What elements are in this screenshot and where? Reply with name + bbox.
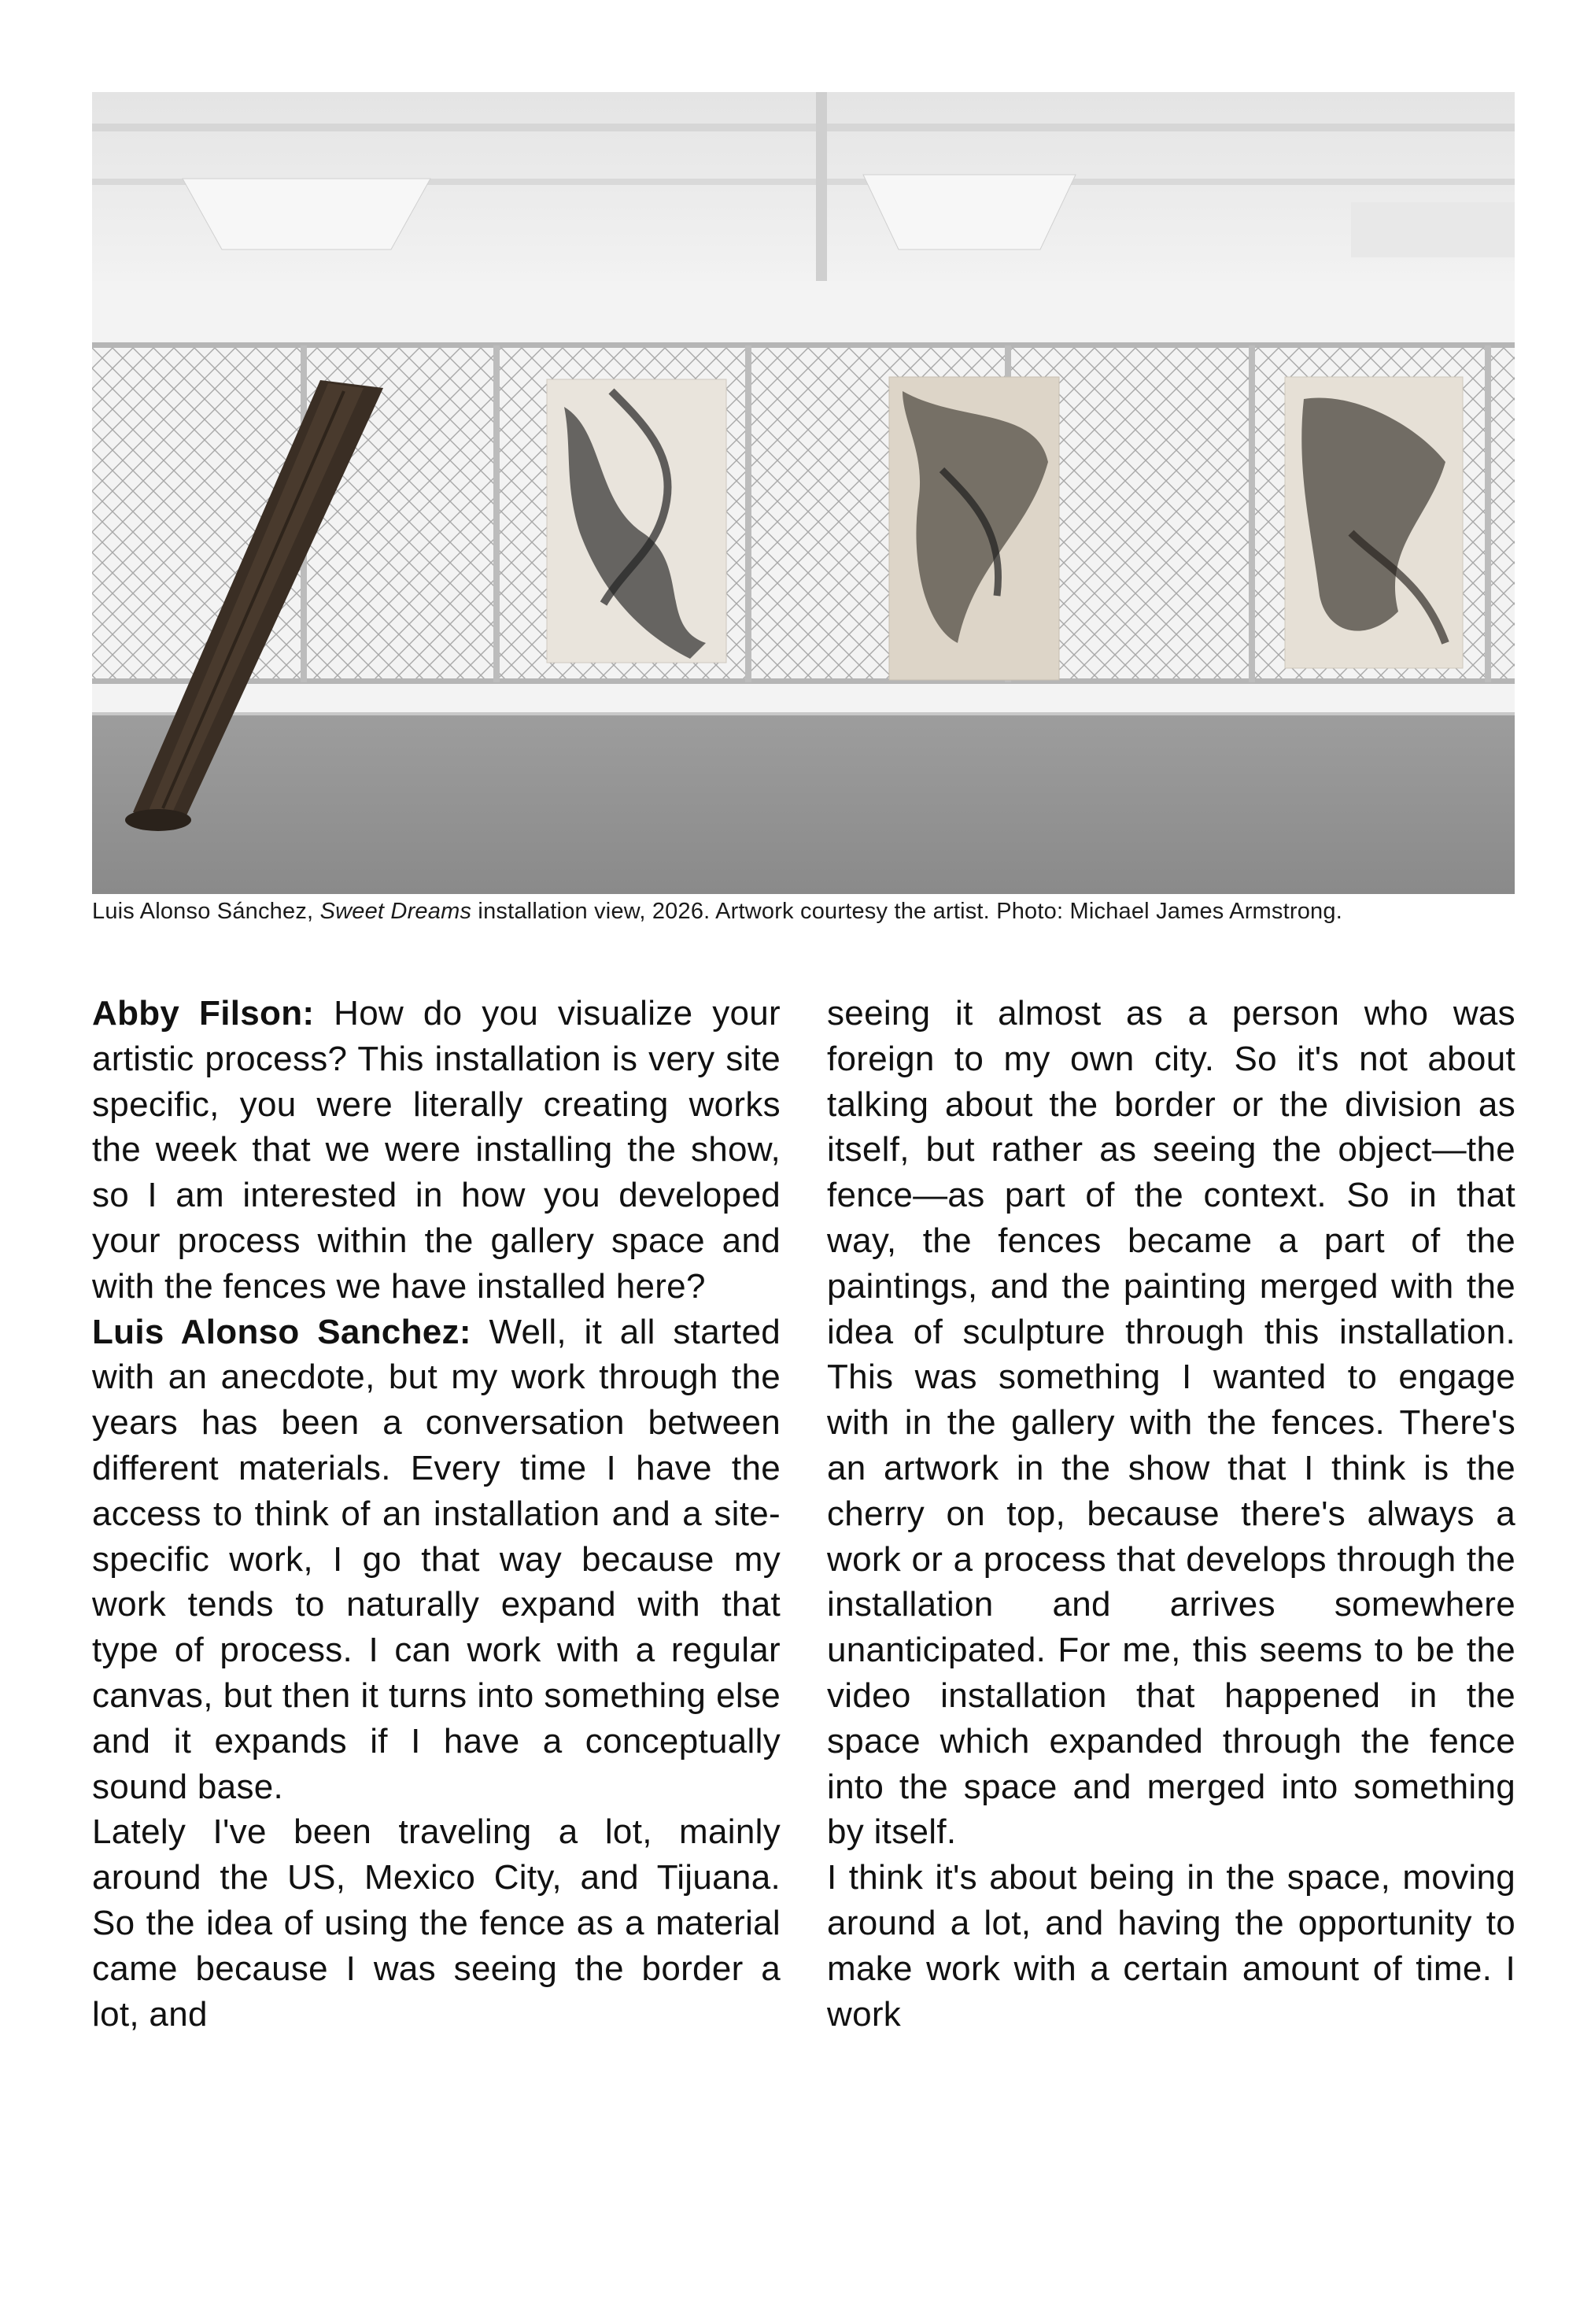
speaker-name: Luis Alonso Sanchez:	[92, 1312, 471, 1351]
text-column-left	[92, 991, 781, 2037]
text-column-right	[827, 991, 1515, 2037]
question-paragraph	[92, 991, 781, 1310]
answer-paragraph-continued: seeing it almost as a person who was foreign to my own city. So it's not about talking about the border or the division as itself, but rather as seeing the object—the fence—as part of the context. So in that way, the fences became a part of the paintings, and the painting merged with the idea of sculpture through this installation. This was something I wanted to engage with in the gallery with the fences. There's an artwork in the show that I think is the cherry on top, because there's always a work or a process that develops through the installation and arrives somewhere unanticipated. For me, this seems to be the video installation that happened in the space which expanded through the fence into the space and merged into something by itself.	[827, 994, 1515, 1852]
installation-photo	[92, 92, 1515, 894]
answer-paragraph	[92, 1310, 781, 1810]
caption-artist: Luis Alonso Sánchez,	[92, 899, 314, 924]
caption-credit: installation view, 2026. Artwork courtesy the artist. Photo: Michael James Armstrong.	[478, 899, 1342, 924]
question-text: How do you visualize your artistic process? This installation is very site specific, you were literally creating works the week that we were installing the show, so I am interested in how you developed your process within the gallery space and with the fences we have installed here?	[92, 994, 781, 1306]
installation-photo-icon	[92, 92, 1515, 894]
answer-paragraph-continued: Lately I've been traveling a lot, mainly around the US, Mexico City, and Tijuana. So the idea of using the fence as a material came because I was seeing the border a lot, and	[92, 1812, 781, 2034]
answer-paragraph-continued: I think it's about being in the space, moving around a lot, and having the opportunity to make work with a certain amount of time. I work	[827, 1858, 1515, 2034]
photo-caption	[92, 897, 1515, 926]
speaker-name: Abby Filson:	[92, 994, 315, 1033]
answer-text: Well, it all started with an anecdote, but my work through the years has been a conversation between different materials. Every time I have the access to think of an installation and a site-specific work, I go that way because my work tends to naturally expand with that type of process. I can work with a regular canvas, but then it turns into something else and it expands if I have a conceptually sound base.	[92, 1312, 781, 1806]
caption-title: Sweet Dreams	[319, 899, 472, 924]
